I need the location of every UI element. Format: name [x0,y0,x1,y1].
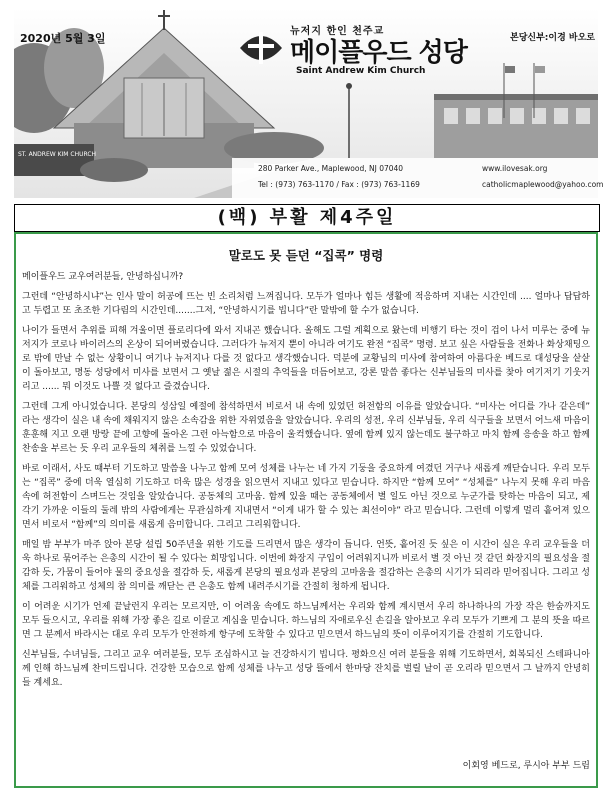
article-paragraph: 바로 이래서, 사도 때부터 기도하고 말씀을 나누고 함께 모여 성체를 나누는 네 가지 기둥을 중요하게 여겼던 거구나 새롭게 깨닫습니다. 우리 모두는 “집콕” 중에 더욱 열심히 기도하고 더욱 많은 성경을 읽으면서 지내고 있다고 믿습니다. 하지만 “함께 모여” “성체를” 나누지 못해 우리 마음 속에 허전함이 스며드는 것임을 알았습니다. 공동체의 고마움. 함께 있을 때는 공동체에서 별 일도 아닌 것으로 누군가를 탓하는 마음이 되고, 제 각기 가까운 이들의 둘레 밖의 사람에게는 무관심하게 지내면서 “이게 내가 할 수 있는 최선이야” 라고 믿습니다. 그런데 이렇게 멀리 흩어져 있으면서 비로서 “함께”의 의미를 새롭게 음미합니다. 그리고 그리워합니다. [22,464,590,530]
svg-text:ST. ANDREW KIM CHURCH: ST. ANDREW KIM CHURCH [18,151,97,158]
article-box [14,232,598,788]
article-body [22,270,590,696]
header-banner [14,8,604,198]
logo-top-text: 뉴저지 한인 천주교 [290,26,385,37]
article-paragraph: 그런데 그게 아니었습니다. 본당의 성삼일 예절에 참석하면서 비로서 내 속에 있었던 허전함의 이유를 알았습니다. “미사는 어디를 가나 같은데” 라는 생각이 실은 내 속에 채워지지 않은 소속감을 위한 자위였음을 알았습니다. 우리의 성전, 우리 신부님들, 우리 식구들을 보면서 어느새 마음이 훈훈해 지고 오랜 방랑 끝에 고향에 돌아온 그런 아늑함으로 마음이 울컥했습니다. 옆에 함께 있지 않는데도 불구하고 마치 함께 응송을 하고 함께 찬송을 부르는 듯 우리 교우들의 체취를 느낄 수 있었습니다. [22,402,590,454]
bulletin-date: 2020년 5월 3일 [20,32,106,45]
email-link[interactable]: catholicmaplewood@yahoo.com [482,180,604,189]
logo-sub-text: Saint Andrew Kim Church [296,66,426,76]
address: 280 Parker Ave., Maplewood, NJ 07040 [258,164,404,173]
article-paragraph: 매일 밤 부부가 마주 앉아 본당 설립 50주년을 위한 기도를 드리면서 많은 생각이 듭니다. 언뜻, 흩어진 듯 싶은 이 시간이 실은 우리 교우들을 더욱 하나로 묶어주는 은총의 시간이 될 수 있다는 희망입니다. 이번에 화장지 구입이 어려워지니까 비로서 별 것 아닌 것 같던 화장지의 필요성을 절감하 듯, 가뭄이 들어야 물의 중요성을 절감하 듯, 새롭게 본당의 필요성과 본당의 고마움을 절감하는 은총의 시기가 되리라 믿어집니다. 그리고 성체를 그리워하고 성체의 참 의미를 깨닫는 큰 은총도 함께 내려주시기를 간절히 청하게 됩니다. [22,540,590,592]
article-paragraph: 나이가 들면서 추위를 피해 겨울이면 플로리다에 와서 지내곤 했습니다. 올해도 그럴 계획으로 왔는데 비행기 타는 것이 겁이 나서 미루는 중에 뉴저지가 코로나 바이러스의 온상이 되어버렸습니다. 그러다가 뉴저지 뿐이 아니라 여기도 완전 “집콕” 명령. 보고 싶은 사람들을 전화나 화상채팅으로 밖에 만날 수 없는 상황이니 여기나 뉴저지나 다를 것 없다고 생각했습니다. 덕분에 교황님의 미사에 참여하여 아름다운 베드로 대성당을 샅샅이 돌아보고, 명동 성당에서 미사를 보면서 그 옛날 젊은 시절의 추억들을 더듬어보고, 강론 말씀 좋다는 신부님들의 미사를 찾아 여기저기 기웃거리고 ...... 뭐 이것도 나쁠 것 없다고 즐겼습니다. [22,326,590,392]
church-logo-icon [236,26,286,70]
liturgical-title: (백) 부활 제4주일 [14,204,600,232]
contact-info [232,158,604,198]
article-title: 말로도 못 듣던 “집콕” 명령 [228,248,384,263]
website-link[interactable]: www.ilovesak.org [482,164,548,173]
church-logo [236,22,506,82]
article-paragraph: 이 어려운 시기가 언제 끝날런지 우리는 모르지만, 이 어려움 속에도 하느님께서는 우리와 함께 계시면서 우리 하나하나의 가장 작은 한숨까지도 모두 들으시고, 우리를 위해 가장 좋은 길로 이끌고 계심을 믿습니다. 하느님의 자애로우신 손길을 알아보고 우리 모두가 기쁘게 그 분의 뜻을 따르면 그 분께서 바라시는 대로 우리 모두가 안전하게 항구에 도착할 수 있다고 믿으면서 하느님의 뜻이 이루어지기를 간절히 기도합니다. [22,602,590,640]
logo-main-text: 메이플우드 성당 [290,38,467,68]
article-paragraph: 그런데 “안녕하시냐”는 인사 말이 허공에 뜨는 빈 소리처럼 느껴집니다. 모두가 얼마나 힘든 생활에 적응하며 지내는 시간인데 .... 얼마나 답답하고 두렵고 또 초조한 기다림의 시간인데.......그저, “안녕하시기를 빕니다”란 말밖에 할 수가 없습니다. [22,292,590,316]
article-signature: 이회영 베드로, 루시아 부부 드림 [462,761,590,771]
phone-fax: Tel : (973) 763-1170 / Fax : (973) 763-1169 [258,180,420,189]
article-paragraph: 신부님들, 수녀님들, 그리고 교우 여러분들, 모두 조심하시고 늘 건강하시기 빕니다. 평화으신 여러 분들을 위해 기도하면서, 회복되신 스테파니아께 인해 하느님께 찬미드립니다. 건강한 모습으로 함께 성체를 나누고 성당 뜰에서 한마당 잔치를 벌릴 날이 곧 오리라 믿으면서 그 날까지 안녕히들 계세요. [22,650,590,688]
pastor-name: 본당신부:이경 바오로 [510,33,595,43]
article-paragraph: 메이플우드 교우여러분들, 안녕하십니까? [22,272,184,282]
